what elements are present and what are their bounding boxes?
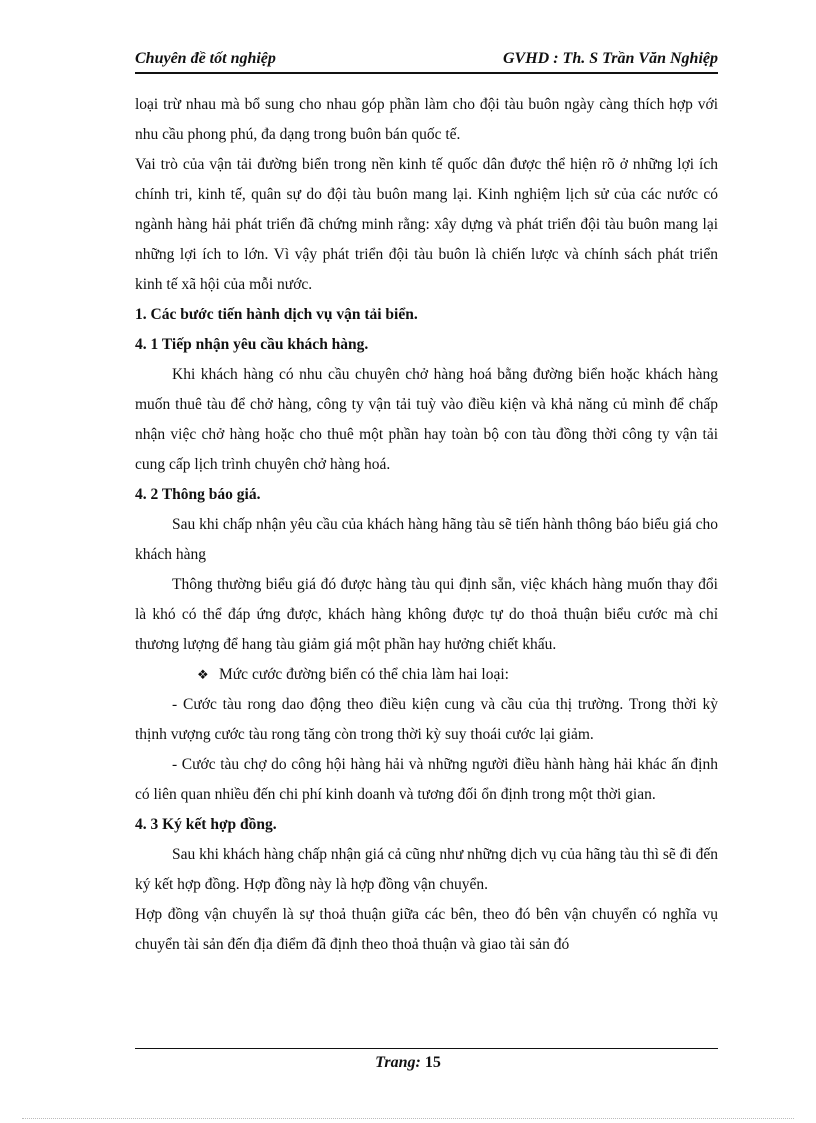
page-edge-divider [22, 1118, 794, 1119]
page-header [135, 46, 718, 74]
paragraph: Hợp đồng vận chuyển là sự thoả thuận giữa các bên, theo đó bên vận chuyển có nghĩa vụ chuyển tài sản đến địa điểm đã định theo thoả thuận và giao tài sản đó [135, 906, 718, 953]
paragraph: loại trừ nhau mà bổ sung cho nhau góp phần làm cho đội tàu buôn ngày càng thích hợp với nhu cầu phong phú, đa dạng trong buôn bán quốc tế. [135, 96, 718, 143]
footer-divider [135, 1048, 718, 1049]
header-title: Chuyên đề tốt nghiệp [135, 50, 276, 67]
bullet-text: Mức cước đường biển có thể chia làm hai loại: [219, 666, 509, 683]
diamond-bullet-icon: ❖ [197, 667, 209, 682]
section-heading: 1. Các bước tiến hành dịch vụ vận tải biển. [135, 306, 418, 323]
subsection-heading: 4. 3 Ký kết hợp đồng. [135, 816, 277, 833]
page-number: 15 [424, 1054, 441, 1071]
paragraph: - Cước tàu chợ do công hội hàng hải và những người điều hành hàng hải khác ấn định có liên quan nhiều đến chi phí kinh doanh và tương đối ổn định trong một thời gian. [135, 756, 718, 803]
page-footer [0, 1054, 816, 1072]
page-body [135, 90, 718, 960]
paragraph: Vai trò của vận tải đường biển trong nền kinh tế quốc dân được thể hiện rõ ở những lợi ích chính tri, kinh tế, quân sự do đội tàu buôn mang lại. Kinh nghiệm lịch sử của các nước có ngành hàng hải phát triển đã chứng minh rằng: xây dựng và phát triển đội tàu buôn mang lại những lợi ích to lớn. Vì vậy phát triển đội tàu buôn là chiến lược và chính sách phát triển kinh tế xã hội của mỗi nước. [135, 156, 718, 293]
subsection-heading: 4. 1 Tiếp nhận yêu cầu khách hàng. [135, 336, 369, 353]
paragraph: Sau khi chấp nhận yêu cầu của khách hàng hãng tàu sẽ tiến hành thông báo biểu giá cho khách hàng [135, 516, 718, 563]
paragraph: - Cước tàu rong dao động theo điều kiện cung và cầu của thị trường. Trong thời kỳ thịnh vượng cước tàu rong tăng còn trong thời kỳ suy thoái cước lại giảm. [135, 696, 718, 743]
subsection-heading: 4. 2 Thông báo giá. [135, 486, 261, 503]
paragraph: Sau khi khách hàng chấp nhận giá cả cũng như những dịch vụ của hãng tàu thì sẽ đi đến ký kết hợp đồng. Hợp đồng này là hợp đồng vận chuyển. [135, 846, 718, 893]
bullet-item [135, 660, 718, 690]
paragraph: Thông thường biểu giá đó được hàng tàu qui định sẵn, việc khách hàng muốn thay đổi là khó có thể đáp ứng được, khách hàng không được tự do thoả thuận biểu cước mà chỉ thương lượng để hang tàu giảm giá một phần hay hưởng chiết khấu. [135, 576, 718, 653]
page-label: Trang: [375, 1054, 421, 1071]
header-supervisor: GVHD : Th. S Trần Văn Nghiệp [503, 50, 718, 67]
paragraph: Khi khách hàng có nhu cầu chuyên chở hàng hoá bằng đường biển hoặc khách hàng muốn thuê tàu để chở hàng, công ty vận tải tuỳ vào điều kiện và khả năng củ mình để chấp nhận việc chở hàng hoặc cho thuê một phần hay toàn bộ con tàu đồng thời công ty vận tải cung cấp lịch trình chuyên chở hàng hoá. [135, 366, 718, 473]
